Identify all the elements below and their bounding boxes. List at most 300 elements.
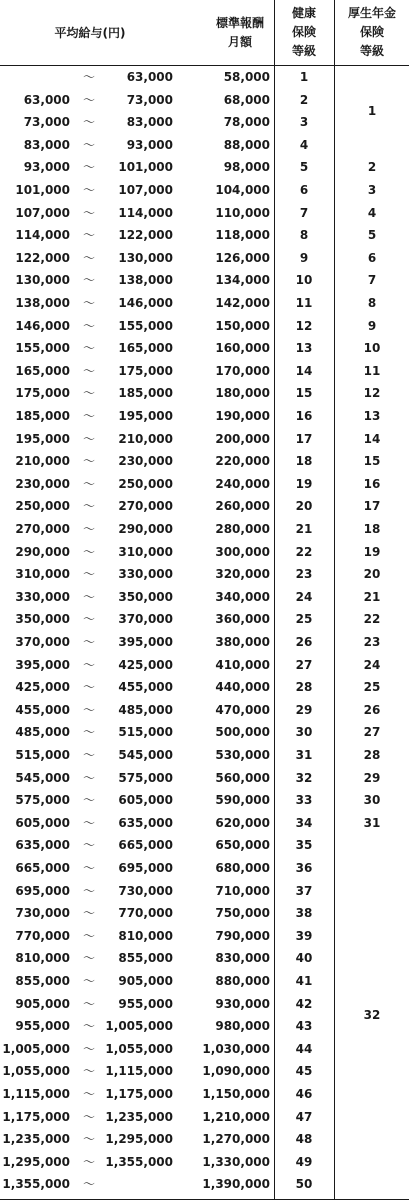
table-row	[0, 947, 409, 969]
pension-grade: 20	[363, 567, 381, 582]
range-tilde: ～	[82, 635, 95, 649]
range-tilde: ～	[82, 160, 95, 175]
salary-from: 1,055,000	[2, 1064, 70, 1079]
header-health-3: 等級	[291, 44, 316, 58]
salary-from: 63,000	[23, 92, 70, 107]
health-grade: 35	[295, 838, 313, 853]
salary-to: 1,355,000	[105, 1154, 173, 1169]
salary-from: 605,000	[15, 815, 70, 830]
pension-grade: 23	[363, 635, 381, 649]
pension-grade: 21	[363, 589, 381, 604]
standard-remuneration: 142,000	[215, 296, 270, 310]
pension-grade: 32	[363, 1007, 381, 1022]
range-tilde: ～	[82, 115, 95, 130]
table-row	[0, 834, 409, 856]
health-grade: 28	[295, 680, 313, 695]
health-grade: 21	[295, 522, 313, 536]
salary-to: 730,000	[118, 883, 173, 898]
salary-to: 955,000	[118, 996, 173, 1011]
salary-from: 114,000	[15, 228, 70, 243]
range-tilde: ～	[82, 1132, 95, 1147]
standard-remuneration: 180,000	[215, 386, 270, 401]
standard-remuneration: 380,000	[215, 635, 270, 649]
range-tilde: ～	[82, 770, 95, 785]
range-tilde: ～	[82, 205, 95, 220]
pension-grade: 8	[367, 296, 377, 310]
salary-from: 855,000	[15, 974, 70, 988]
range-tilde: ～	[82, 861, 95, 875]
pension-grade: 18	[363, 522, 381, 536]
salary-from: 905,000	[15, 996, 70, 1011]
table-row	[0, 857, 409, 879]
standard-remuneration: 190,000	[215, 409, 270, 423]
salary-from: 1,175,000	[2, 1109, 70, 1124]
salary-to: 130,000	[118, 250, 173, 265]
table-row	[0, 970, 409, 992]
range-tilde: ～	[82, 499, 95, 514]
health-grade: 38	[295, 906, 313, 921]
standard-remuneration: 118,000	[215, 228, 270, 243]
health-grade: 25	[295, 612, 313, 627]
range-tilde: ～	[82, 1019, 95, 1034]
salary-to: 210,000	[118, 431, 173, 446]
salary-to: 545,000	[118, 748, 173, 762]
health-grade: 46	[295, 1087, 313, 1101]
salary-from: 107,000	[15, 205, 70, 220]
pension-grade: 15	[363, 454, 381, 469]
salary-to: 575,000	[118, 770, 173, 785]
range-tilde: ～	[82, 1087, 95, 1101]
salary-to: 395,000	[118, 635, 173, 649]
pension-grade: 13	[363, 409, 381, 423]
salary-from: 185,000	[15, 409, 70, 423]
header-health-2: 保険	[291, 25, 316, 39]
range-tilde: ～	[82, 838, 95, 853]
salary-to: 146,000	[118, 296, 173, 310]
header-pension-3: 等級	[359, 44, 384, 58]
standard-remuneration: 280,000	[215, 522, 270, 536]
health-grade: 5	[299, 160, 309, 175]
range-tilde: ～	[82, 748, 95, 762]
range-tilde: ～	[82, 612, 95, 627]
health-grade: 37	[295, 883, 313, 898]
header-health-1: 健康	[291, 6, 316, 20]
salary-to: 330,000	[118, 567, 173, 582]
header-pension-1: 厚生年金	[347, 6, 396, 20]
range-tilde: ～	[82, 702, 95, 717]
table-row	[0, 1173, 409, 1195]
health-grade: 48	[295, 1132, 313, 1147]
health-grade: 42	[295, 996, 313, 1011]
salary-to: 605,000	[118, 793, 173, 808]
pension-grade: 4	[367, 205, 377, 220]
standard-remuneration: 410,000	[215, 657, 270, 672]
standard-remuneration: 1,090,000	[202, 1064, 270, 1079]
standard-remuneration: 340,000	[215, 589, 270, 604]
pension-grade: 30	[363, 793, 381, 808]
header-average-salary: 平均給与(円)	[54, 26, 126, 40]
table-row	[0, 1151, 409, 1173]
range-tilde: ～	[82, 70, 95, 84]
salary-from: 770,000	[15, 928, 70, 943]
salary-to: 250,000	[118, 476, 173, 491]
standard-remuneration: 680,000	[215, 861, 270, 875]
health-grade: 30	[295, 725, 313, 740]
salary-to: 1,235,000	[105, 1109, 173, 1124]
salary-from: 350,000	[15, 612, 70, 627]
salary-to: 485,000	[118, 702, 173, 717]
pension-grade: 6	[367, 250, 377, 265]
standard-remuneration: 560,000	[215, 770, 270, 785]
range-tilde: ～	[82, 1041, 95, 1056]
pension-grade: 19	[363, 544, 381, 559]
health-grade: 27	[295, 657, 313, 672]
health-grade: 36	[295, 861, 313, 875]
standard-remuneration: 830,000	[215, 951, 270, 966]
health-grade: 34	[295, 815, 313, 830]
standard-remuneration: 260,000	[215, 499, 270, 514]
salary-to: 1,175,000	[105, 1087, 173, 1101]
range-tilde: ～	[82, 92, 95, 107]
salary-to: 83,000	[126, 115, 173, 130]
salary-to: 665,000	[118, 838, 173, 853]
salary-to: 370,000	[118, 612, 173, 627]
salary-to: 350,000	[118, 589, 173, 604]
salary-from: 665,000	[15, 861, 70, 875]
range-tilde: ～	[82, 1064, 95, 1079]
standard-remuneration: 160,000	[215, 341, 270, 356]
health-grade: 20	[295, 499, 313, 514]
range-tilde: ～	[82, 589, 95, 604]
pension-grade: 11	[363, 363, 381, 378]
table-row	[0, 902, 409, 924]
salary-from: 955,000	[15, 1019, 70, 1034]
health-grade: 43	[295, 1019, 313, 1034]
salary-to: 1,005,000	[105, 1019, 173, 1034]
range-tilde: ～	[82, 906, 95, 921]
health-grade: 7	[299, 205, 309, 220]
standard-remuneration: 240,000	[215, 476, 270, 491]
pension-grade: 27	[363, 725, 381, 740]
health-grade: 11	[295, 296, 313, 310]
range-tilde: ～	[82, 409, 95, 423]
health-grade: 26	[295, 635, 313, 649]
table-row	[0, 1106, 409, 1128]
salary-from: 83,000	[23, 137, 70, 152]
range-tilde: ～	[82, 680, 95, 695]
table-row	[0, 134, 409, 156]
salary-from: 1,295,000	[2, 1154, 70, 1169]
standard-remuneration: 1,210,000	[202, 1109, 270, 1124]
health-grade: 29	[295, 702, 313, 717]
salary-to: 425,000	[118, 657, 173, 672]
salary-from: 155,000	[15, 341, 70, 356]
range-tilde: ～	[82, 386, 95, 401]
salary-to: 455,000	[118, 680, 173, 695]
health-grade: 14	[295, 363, 313, 378]
range-tilde: ～	[82, 228, 95, 243]
range-tilde: ～	[82, 657, 95, 672]
standard-remuneration: 470,000	[215, 702, 270, 717]
salary-to: 230,000	[118, 454, 173, 469]
standard-remuneration: 880,000	[215, 974, 270, 988]
salary-from: 810,000	[15, 951, 70, 966]
salary-to: 1,055,000	[105, 1041, 173, 1056]
salary-to: 770,000	[118, 906, 173, 921]
health-grade: 12	[295, 318, 313, 333]
salary-from: 1,235,000	[2, 1132, 70, 1147]
health-grade: 39	[295, 928, 313, 943]
salary-to: 122,000	[118, 228, 173, 243]
salary-to: 270,000	[118, 499, 173, 514]
pension-grade: 31	[363, 815, 381, 830]
standard-remuneration: 500,000	[215, 725, 270, 740]
health-grade: 3	[299, 115, 309, 130]
health-grade: 17	[295, 431, 313, 446]
salary-from: 730,000	[15, 906, 70, 921]
standard-remuneration: 1,150,000	[202, 1087, 270, 1101]
salary-to: 63,000	[126, 70, 173, 84]
salary-from: 146,000	[15, 318, 70, 333]
table-row	[0, 1083, 409, 1105]
standard-remuneration: 1,270,000	[202, 1132, 270, 1147]
table-row	[0, 1060, 409, 1082]
range-tilde: ～	[82, 476, 95, 491]
salary-to: 101,000	[118, 160, 173, 175]
range-tilde: ～	[82, 1109, 95, 1124]
range-tilde: ～	[82, 996, 95, 1011]
standard-remuneration: 590,000	[215, 793, 270, 808]
health-grade: 15	[295, 386, 313, 401]
health-grade: 40	[295, 951, 313, 966]
salary-to: 310,000	[118, 544, 173, 559]
pension-grade: 26	[363, 702, 381, 717]
range-tilde: ～	[82, 522, 95, 536]
standard-remuneration: 58,000	[223, 70, 270, 84]
standard-remuneration: 530,000	[215, 748, 270, 762]
standard-remuneration: 110,000	[215, 205, 270, 220]
salary-from: 695,000	[15, 883, 70, 898]
salary-from: 515,000	[15, 748, 70, 762]
salary-to: 635,000	[118, 815, 173, 830]
health-grade: 19	[295, 476, 313, 491]
standard-remuneration: 620,000	[215, 815, 270, 830]
range-tilde: ～	[82, 296, 95, 310]
salary-from: 270,000	[15, 522, 70, 536]
health-grade: 10	[295, 273, 313, 288]
standard-remuneration: 170,000	[215, 363, 270, 378]
header-monthly-amount: 月額	[227, 35, 252, 49]
salary-from: 195,000	[15, 431, 70, 446]
health-grade: 31	[295, 748, 313, 762]
health-grade: 8	[299, 228, 309, 243]
salary-to: 855,000	[118, 951, 173, 966]
salary-to: 1,295,000	[105, 1132, 173, 1147]
health-grade: 47	[295, 1109, 313, 1124]
health-grade: 18	[295, 454, 313, 469]
table-row	[0, 1128, 409, 1150]
salary-from: 290,000	[15, 544, 70, 559]
table-row	[0, 1038, 409, 1060]
pension-grade: 5	[367, 228, 377, 243]
header-pension-2: 保険	[359, 25, 384, 39]
standard-remuneration: 710,000	[215, 883, 270, 898]
health-grade: 50	[295, 1177, 313, 1192]
standard-remuneration: 320,000	[215, 567, 270, 582]
health-grade: 13	[295, 341, 313, 356]
salary-from: 1,115,000	[2, 1087, 70, 1101]
health-grade: 22	[295, 544, 313, 559]
salary-from: 1,355,000	[2, 1177, 70, 1192]
range-tilde: ～	[82, 137, 95, 152]
pension-grade: 14	[363, 431, 381, 446]
standard-remuneration: 360,000	[215, 612, 270, 627]
salary-to: 515,000	[118, 725, 173, 740]
table-row	[0, 880, 409, 902]
pension-grade: 17	[363, 499, 381, 514]
salary-to: 155,000	[118, 318, 173, 333]
range-tilde: ～	[82, 318, 95, 333]
salary-to: 290,000	[118, 522, 173, 536]
salary-to: 695,000	[118, 861, 173, 875]
salary-from: 310,000	[15, 567, 70, 582]
pension-grade: 12	[363, 386, 381, 401]
salary-to: 810,000	[118, 928, 173, 943]
health-grade: 23	[295, 567, 313, 582]
salary-to: 73,000	[126, 92, 173, 107]
salary-from: 93,000	[23, 160, 70, 175]
table-header	[0, 0, 409, 66]
standard-remuneration: 1,030,000	[202, 1041, 270, 1056]
standard-remuneration: 200,000	[215, 431, 270, 446]
salary-from: 635,000	[15, 838, 70, 853]
salary-from: 485,000	[15, 725, 70, 740]
health-grade: 9	[299, 250, 309, 265]
salary-to: 165,000	[118, 341, 173, 356]
health-grade: 44	[295, 1041, 313, 1056]
salary-from: 575,000	[15, 793, 70, 808]
standard-remuneration: 98,000	[223, 160, 270, 175]
pension-grade: 9	[367, 318, 377, 333]
range-tilde: ～	[82, 363, 95, 378]
range-tilde: ～	[82, 567, 95, 582]
pension-grade: 16	[363, 476, 381, 491]
standard-remuneration: 300,000	[215, 544, 270, 559]
standard-remuneration: 930,000	[215, 996, 270, 1011]
pension-grade: 24	[363, 657, 381, 672]
range-tilde: ～	[82, 974, 95, 988]
salary-from: 73,000	[23, 115, 70, 130]
salary-from: 425,000	[15, 680, 70, 695]
standard-remuneration: 104,000	[215, 183, 270, 197]
salary-from: 1,005,000	[2, 1041, 70, 1056]
salary-from: 210,000	[15, 454, 70, 469]
salary-to: 93,000	[126, 137, 173, 152]
salary-from: 545,000	[15, 770, 70, 785]
standard-remuneration: 126,000	[215, 250, 270, 265]
pension-grade: 25	[363, 680, 381, 695]
pension-grade: 22	[363, 612, 381, 627]
standard-remuneration: 220,000	[215, 454, 270, 469]
standard-remuneration: 88,000	[223, 137, 270, 152]
range-tilde: ～	[82, 250, 95, 265]
health-grade: 16	[295, 409, 313, 423]
health-grade: 49	[295, 1154, 313, 1169]
salary-to: 185,000	[118, 386, 173, 401]
standard-remuneration: 790,000	[215, 928, 270, 943]
pension-grade: 7	[367, 273, 377, 288]
salary-from: 138,000	[15, 296, 70, 310]
salary-to: 107,000	[118, 183, 173, 197]
salary-to: 905,000	[118, 974, 173, 988]
salary-from: 250,000	[15, 499, 70, 514]
health-grade: 4	[299, 137, 309, 152]
salary-to: 175,000	[118, 363, 173, 378]
range-tilde: ～	[82, 725, 95, 740]
pension-grade: 3	[367, 183, 377, 197]
standard-remuneration: 980,000	[215, 1019, 270, 1034]
standard-remuneration: 78,000	[223, 115, 270, 130]
pension-grade: 2	[367, 160, 377, 175]
salary-from: 330,000	[15, 589, 70, 604]
salary-from: 130,000	[15, 273, 70, 288]
table-row	[0, 925, 409, 947]
salary-from: 101,000	[15, 183, 70, 197]
salary-to: 1,115,000	[105, 1064, 173, 1079]
health-grade: 24	[295, 589, 313, 604]
range-tilde: ～	[82, 1154, 95, 1169]
salary-from: 395,000	[15, 657, 70, 672]
range-tilde: ～	[82, 454, 95, 469]
range-tilde: ～	[82, 183, 95, 197]
salary-to: 195,000	[118, 409, 173, 423]
salary-from: 165,000	[15, 363, 70, 378]
range-tilde: ～	[82, 341, 95, 356]
range-tilde: ～	[82, 431, 95, 446]
standard-remuneration: 150,000	[215, 318, 270, 333]
range-tilde: ～	[82, 883, 95, 898]
range-tilde: ～	[82, 793, 95, 808]
salary-to: 114,000	[118, 205, 173, 220]
standard-remuneration: 1,330,000	[202, 1154, 270, 1169]
health-grade: 6	[299, 183, 309, 197]
standard-remuneration: 750,000	[215, 906, 270, 921]
salary-from: 175,000	[15, 386, 70, 401]
range-tilde: ～	[82, 544, 95, 559]
standard-remuneration: 134,000	[215, 273, 270, 288]
pension-grade: 10	[363, 341, 381, 356]
health-grade: 32	[295, 770, 313, 785]
health-grade: 33	[295, 793, 313, 808]
salary-to: 138,000	[118, 273, 173, 288]
health-grade: 2	[299, 92, 309, 107]
header-standard-remuneration: 標準報酬	[215, 16, 264, 30]
standard-remuneration: 650,000	[215, 838, 270, 853]
pension-grade: 28	[363, 748, 381, 762]
range-tilde: ～	[82, 951, 95, 966]
pension-grade: 29	[363, 770, 381, 785]
range-tilde: ～	[82, 273, 95, 288]
range-tilde: ～	[82, 815, 95, 830]
standard-remuneration: 68,000	[223, 92, 270, 107]
range-tilde: ～	[82, 1177, 95, 1192]
salary-from: 455,000	[15, 702, 70, 717]
health-grade: 45	[295, 1064, 313, 1079]
table-row	[0, 66, 409, 88]
standard-remuneration: 440,000	[215, 680, 270, 695]
health-grade: 41	[295, 974, 313, 988]
health-grade: 1	[299, 70, 309, 84]
